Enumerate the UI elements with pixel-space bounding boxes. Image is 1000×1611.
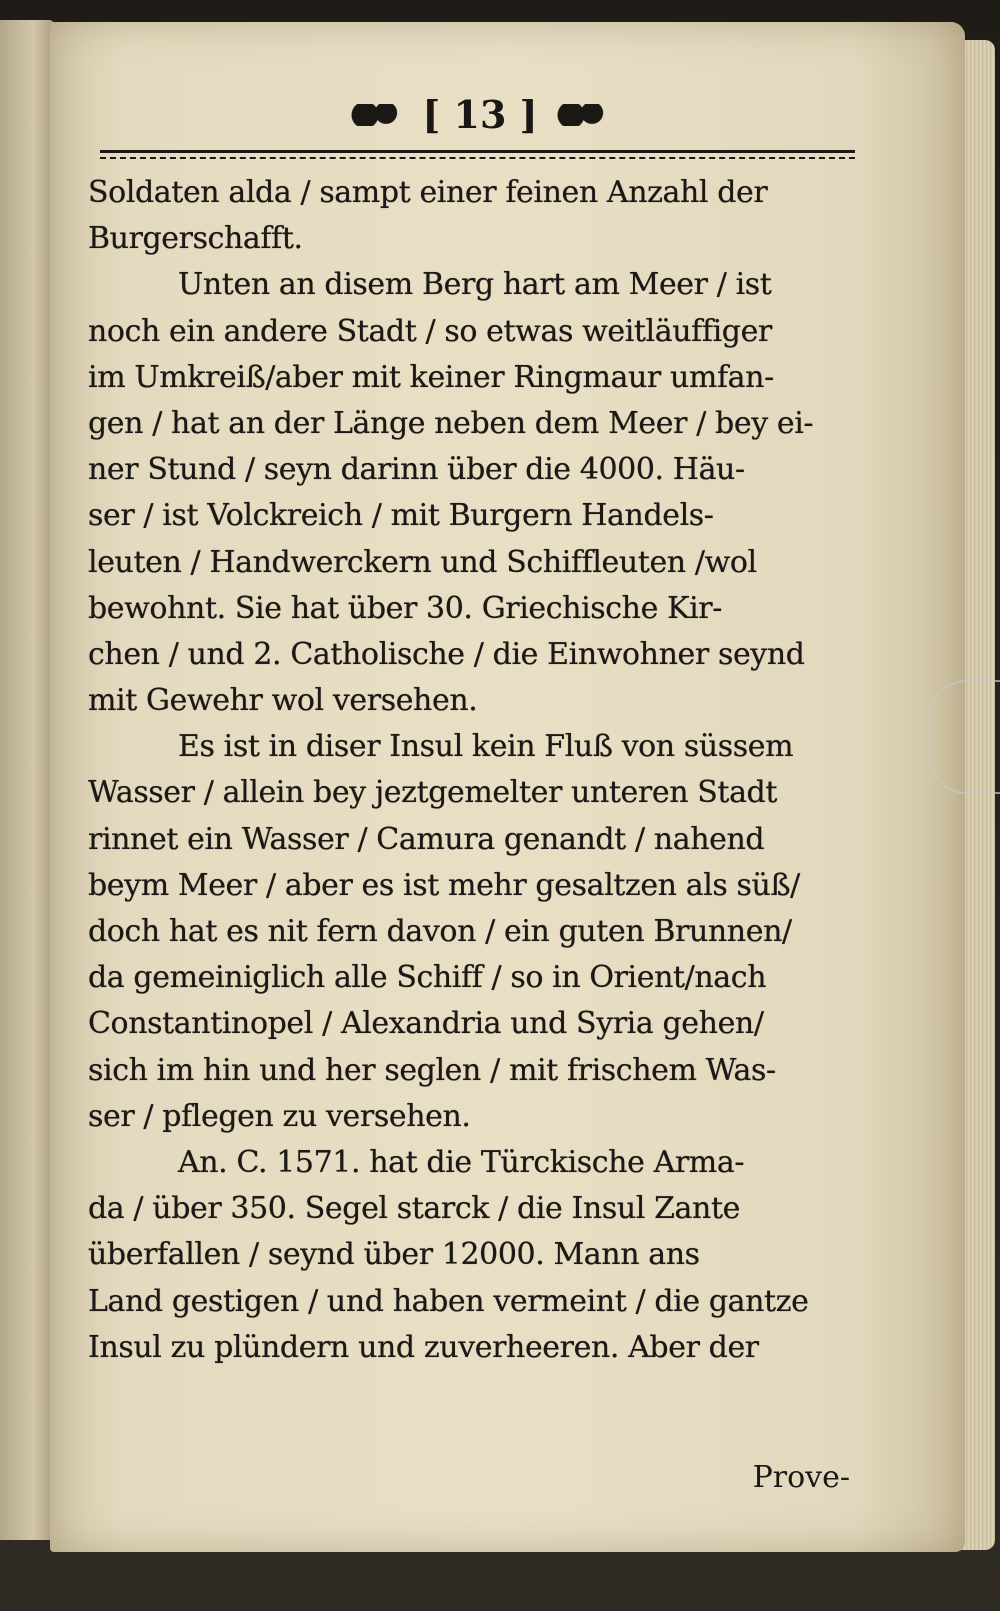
text-line: Burgerschafft. — [88, 221, 303, 257]
previous-page-edge — [0, 20, 55, 1540]
text-line: Soldaten alda / sampt einer feinen Anzahl der — [88, 175, 768, 210]
page-header — [330, 92, 630, 152]
text-line: im Umkreiß/aber mit keiner Ringmaur umfan- — [88, 359, 774, 395]
clip-marker — [930, 680, 1000, 794]
text-line: Insul zu plündern und zuverheeren. Aber der — [88, 1329, 759, 1365]
text-line: mit Gewehr wol versehen. — [88, 683, 478, 719]
text-line: da / über 350. Segel starck / die Insul Zante — [88, 1191, 740, 1227]
text-line: beym Meer / aber es ist mehr gesaltzen als süß/ — [88, 867, 800, 903]
text-line: chen / und 2. Catholische / die Einwohner seynd — [88, 636, 805, 672]
text-line: überfallen / seynd über 12000. Mann ans — [88, 1237, 700, 1273]
text-line: Unten an disem Berg hart am Meer / ist — [178, 267, 772, 303]
left-ornament-icon — [347, 104, 407, 126]
page-number: [ 13 ] — [422, 92, 538, 137]
header-rule — [100, 150, 855, 167]
text-line: leuten / Handwerckern und Schiffleuten /wol — [88, 544, 757, 580]
text-line: gen / hat an der Länge neben dem Meer / bey ei- — [88, 405, 814, 441]
text-line: doch hat es nit fern davon / ein guten Brunnen/ — [88, 914, 792, 949]
text-line: bewohnt. Sie hat über 30. Griechische Kir- — [88, 590, 722, 626]
text-line: Constantinopel / Alexandria und Syria gehen/ — [88, 1006, 764, 1042]
text-line: da gemeiniglich alle Schiff / so in Orient/nach — [88, 960, 767, 996]
text-line: ser / ist Volckreich / mit Burgern Handels- — [88, 498, 714, 534]
text-line: ser / pflegen zu versehen. — [88, 1098, 471, 1134]
right-ornament-icon — [553, 104, 613, 126]
text-line: sich im hin und her seglen / mit frischem Was- — [88, 1052, 776, 1088]
body-text — [88, 170, 858, 1371]
text-line: rinnet ein Wasser / Camura genandt / nahend — [88, 821, 765, 857]
text-line: noch ein andere Stadt / so etwas weitläuffiger — [88, 313, 772, 349]
text-line: Es ist in diser Insul kein Fluß von süssem — [178, 729, 794, 765]
text-line: ner Stund / seyn darinn über die 4000. Häu- — [88, 452, 745, 488]
text-line: Land gestigen / und haben vermeint / die gantze — [88, 1283, 809, 1319]
catchword: Prove- — [752, 1460, 850, 1495]
text-line: An. C. 1571. hat die Türckische Arma- — [178, 1144, 745, 1180]
text-line: Wasser / allein bey jeztgemelter unteren Stadt — [88, 775, 778, 811]
